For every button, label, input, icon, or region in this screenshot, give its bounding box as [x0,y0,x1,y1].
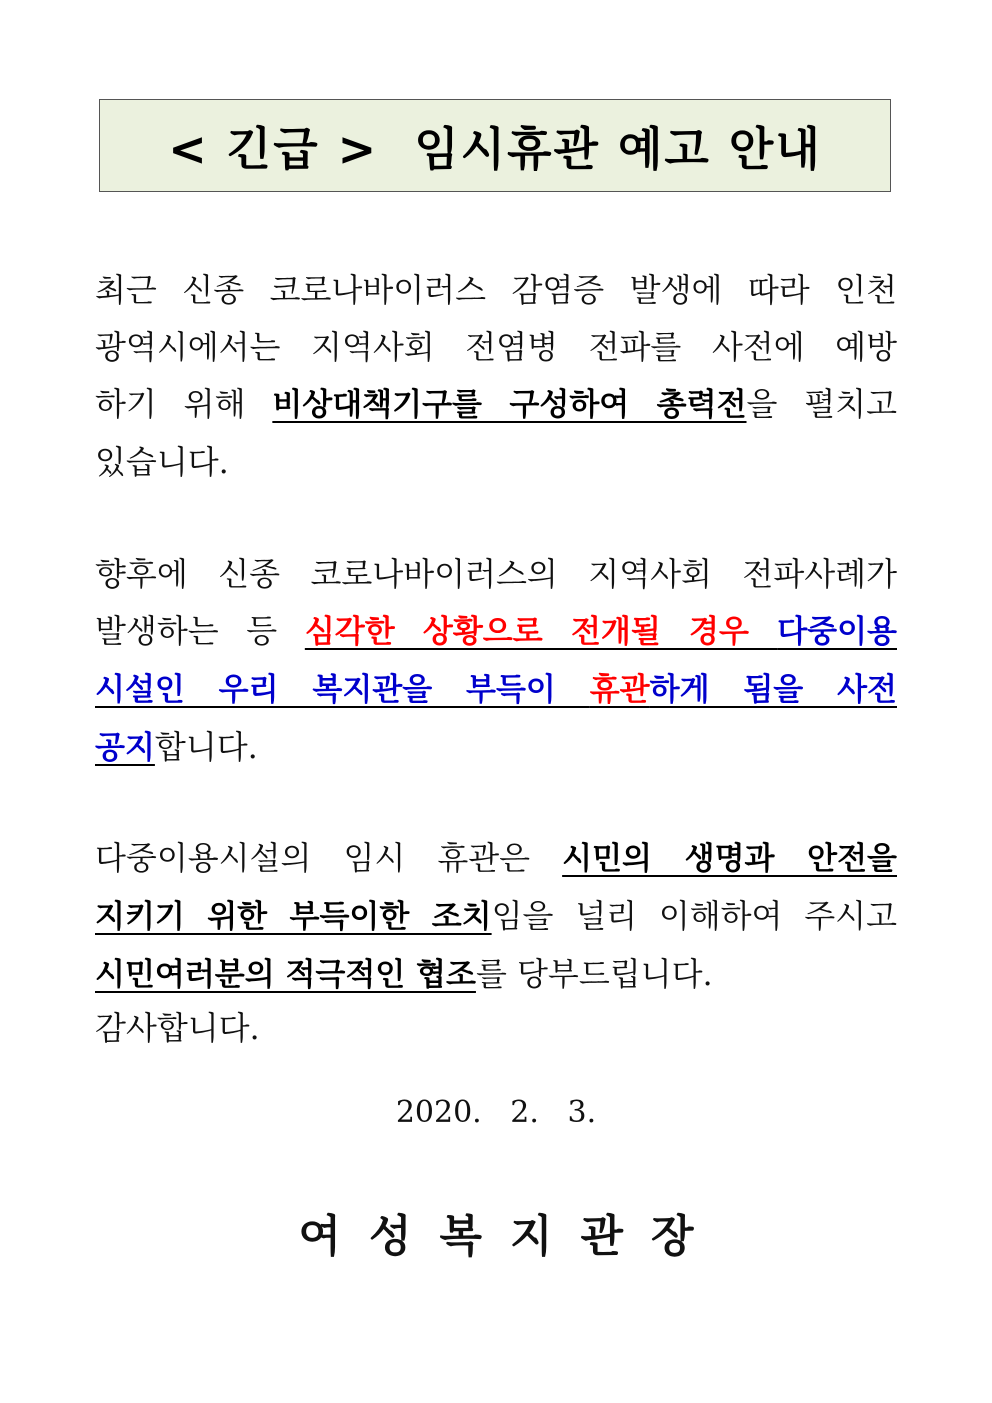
emphasis-cooperation: 시민여러분의 적극적인 협조 [95,957,476,993]
paragraph-2-line-1: 향후에 신종 코로나바이러스의 지역사회 전파사례가 [95,555,897,593]
paragraph-3-line-3-tail: 를 당부드립니다. [475,955,713,993]
paragraph-2-line-2 [95,603,897,661]
paragraph-1-line-1: 최근 신종 코로나바이러스 감염증 발생에 따라 인천 [95,271,897,309]
emphasis-notice: 공지 [95,730,155,766]
paragraph-2 [95,546,897,777]
paragraph-1-line-3-text: 하기 위해 [95,385,273,423]
paragraph-2-line-4-tail: 합니다. [154,728,258,766]
emphasis-unavoidable-measure: 지키기 위한 부득이한 조치 [95,899,492,935]
paragraph-3-line-1 [95,830,897,888]
paragraph-1 [95,262,897,491]
emphasis-closure: 휴관 [589,672,650,708]
paragraph-1-line-4: 있습니다. [95,443,229,481]
emphasis-facility-closure-1: 시설인 우리 복지관을 부득이 [95,672,590,708]
notice-date: 2020. 2. 3. [395,1095,597,1130]
paragraph-3-line-1-text: 다중이용시설의 임시 휴관은 [95,839,563,877]
paragraph-3-line-3 [95,946,897,1004]
paragraph-1-line-2: 광역시에서는 지역사회 전염병 전파를 사전에 예방 [95,328,897,366]
emphasis-citizen-safety: 시민의 생명과 안전을 [562,841,897,877]
paragraph-3-line-2 [95,888,897,946]
paragraph-2-line-2-text: 발생하는 등 [95,612,305,650]
emphasis-emergency-committee: 비상대책기구를 구성하여 총력전 [272,387,747,423]
notice-title: < 긴급 > 임시휴관 예고 안내 [168,121,822,176]
paragraph-3 [95,830,897,1004]
paragraph-3-line-2-tail: 임을 널리 이해하여 주시고 [491,897,897,935]
emphasis-facility-closure-2: 하게 됨을 사전 [649,672,897,708]
emphasis-multi-use: 다중이용 [777,614,897,650]
notice-title-box [99,99,891,192]
closing-text: 감사합니다. [95,1009,260,1047]
paragraph-2-line-3 [95,661,897,719]
paragraph-2-line-4 [95,719,897,777]
paragraph-1-line-3 [95,376,897,434]
emphasis-serious-situation: 심각한 상황으로 전개될 경우 [304,614,778,650]
paragraph-1-line-3-tail: 을 펼치고 [746,385,898,423]
signature: 여성복지관장 [298,1211,722,1262]
